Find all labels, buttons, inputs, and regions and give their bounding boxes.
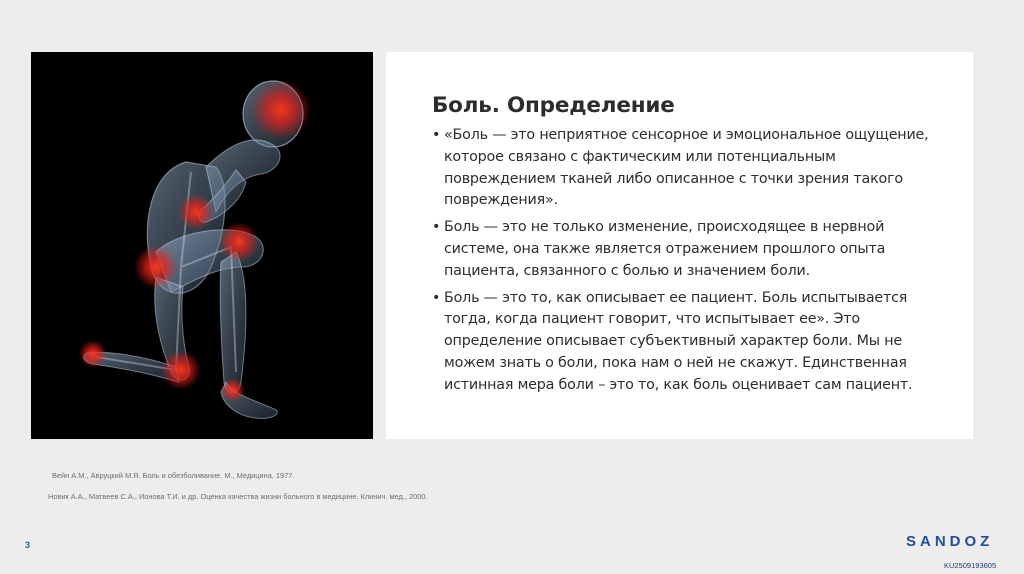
slide-title: Боль. Определение [432, 93, 675, 118]
reference-item: Новик А.А., Матвеев С.А., Ионова Т.И. и др. Оценка качества жизни больного в медицине. Клинич. мед., 2000. [48, 492, 428, 501]
document-code: KU2509193605 [944, 561, 997, 570]
bullet-text: «Боль — это неприятное сенсорное и эмоциональное ощущение, которое связано с фактическим или потенциальным повреждением тканей либо описанное с точки зрения такого повреждения». [444, 127, 929, 209]
reference-item: Вейн А.М., Авруцкий М.Я. Боль и обезболивание. М., Медицина, 1977. [52, 471, 295, 480]
list-item [432, 217, 933, 282]
list-item [432, 125, 933, 212]
sandoz-logo: SANDOZ [906, 533, 994, 550]
bullet-marker: • [432, 289, 441, 306]
bullet-marker: • [432, 127, 441, 143]
page-number: 3 [25, 540, 31, 550]
definition-card [386, 52, 973, 439]
kneeling-figure-pain-illustration [31, 52, 373, 439]
definition-list [432, 125, 933, 397]
references [48, 470, 428, 512]
bullet-marker: • [432, 219, 441, 236]
list-item [432, 288, 933, 397]
bullet-text: Боль — это не только изменение, происходящее в нервной системе, она также является отражением прошлого опыта пациента, связанного с болью и значением боли. [444, 219, 886, 279]
bullet-text: Боль — это то, как описывает ее пациент. Боль испытывается тогда, когда пациент говорит, что испытывает ее». Это определение описывает субъективный характер боли. Мы не можем знать о боли, пока нам о ней не скажут. Единственная истинная мера боли – это то, как боль оценивает сам пациент. [444, 289, 913, 393]
